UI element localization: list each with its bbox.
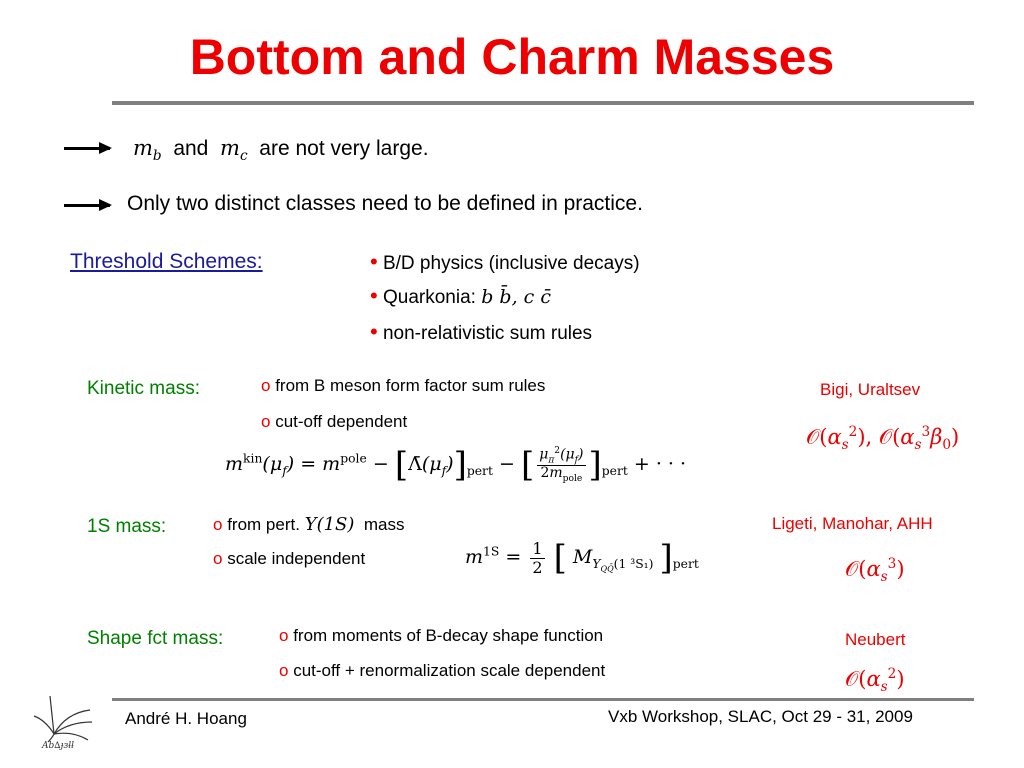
shape-item-2: o cut-off + renormalization scale dependent: [279, 661, 606, 680]
intro-line-1-rest: are not very large.: [259, 137, 429, 160]
logo-icon: [28, 690, 100, 752]
kinetic-mass-label: Kinetic mass:: [87, 378, 200, 399]
shape-order: $𝒪(\alpha_s^2)$: [845, 666, 905, 696]
shape-mass-label: Shape fct mass:: [87, 628, 224, 649]
footer-author: André H. Hoang: [125, 709, 247, 728]
kinetic-authors: Bigi, Uraltsev: [820, 380, 921, 399]
upsilon-1s: Υ(1S): [304, 514, 355, 535]
m-c-symbol: $m_c$: [220, 136, 248, 165]
footer-event: Vxb Workshop, SLAC, Oct 29 - 31, 2009: [608, 707, 913, 726]
1s-item-2: o scale independent: [213, 549, 366, 568]
svg-text:Ab∆ɟзƚƚ: Ab∆ɟзƚƚ: [42, 741, 75, 751]
kinetic-mass-formula: $m^{kin}(\mu_f) = m^{pole}$ − $[\Lambdā(\mu_f)]_{pert}$ − [ $\frac{\mu_\pi^2(\mu_f)}{2m_{pole}}$ ]$_{pert}$ + · · ·: [225, 445, 687, 485]
kinetic-item-2: o cut-off dependent: [261, 412, 408, 431]
1s-mass-label: 1S mass:: [87, 516, 167, 537]
and-text: and: [173, 137, 209, 160]
intro-line-1: [133, 136, 429, 164]
slide-title: Bottom and Charm Masses: [189, 29, 835, 85]
threshold-schemes-heading: Threshold Schemes:: [70, 250, 263, 273]
1s-order: $𝒪(\alpha_s^3)$: [845, 556, 905, 586]
1s-authors: Ligeti, Manohar, AHH: [772, 514, 933, 533]
shape-authors: Neubert: [845, 630, 906, 649]
kinetic-item-1: o from B meson form factor sum rules: [261, 376, 546, 395]
threshold-bullet-1: • B/D physics (inclusive decays): [370, 249, 640, 274]
quarkonia-math: b b̄, c c̄: [481, 286, 551, 308]
arrow-icon: [64, 204, 110, 207]
shape-item-1: o from moments of B-decay shape function: [279, 626, 604, 645]
m-b-symbol: $m_b$: [133, 136, 162, 165]
intro-line-2: Only two distinct classes need to be defined in practice.: [127, 192, 643, 215]
threshold-bullet-3: • non-relativistic sum rules: [370, 319, 593, 344]
kinetic-order: $𝒪(\alpha_s^2)$, $𝒪(\alpha_s^3\beta_0)$: [806, 424, 960, 454]
arrow-icon: [64, 147, 110, 150]
threshold-bullet-2: • Quarkonia: b b̄, c c̄: [370, 283, 551, 308]
title-divider: [112, 101, 974, 105]
footer-divider: [112, 698, 974, 701]
1s-item-1: o from pert. Υ(1S) mass: [213, 514, 405, 535]
1s-mass-formula: $m^{1S}$ = $\frac{1}{2}$ [ $M_{\Upsilon_{QQ̄}(1 ^3S_1)}$ ]$_{pert}$: [465, 538, 699, 578]
